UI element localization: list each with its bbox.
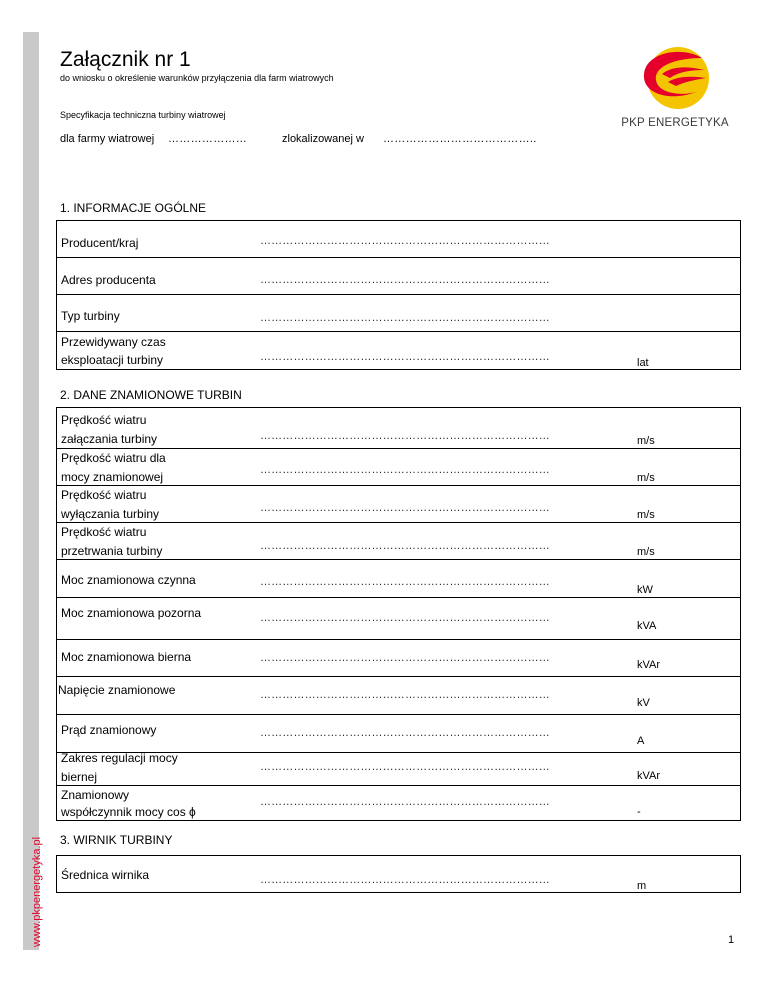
table-row <box>56 677 740 715</box>
logo-mark-icon <box>632 44 722 112</box>
table-row <box>56 221 740 258</box>
table-row <box>56 258 740 295</box>
row-label: Zakres regulacji mocy <box>61 751 178 765</box>
row-label: Prędkość wiatru dla <box>61 451 166 465</box>
row-input[interactable]: …………………………………………………………………… <box>260 430 550 442</box>
section-3-table <box>56 855 741 893</box>
location-field[interactable]: ………………………………….. <box>383 133 537 145</box>
row-input[interactable]: …………………………………………………………………… <box>260 612 550 624</box>
row-input[interactable]: …………………………………………………………………… <box>260 576 550 588</box>
row-unit: kV <box>637 697 650 709</box>
row-unit: m/s <box>637 472 655 484</box>
row-label: współczynnik mocy cos ϕ <box>61 805 196 819</box>
row-label: Przewidywany czas <box>61 335 166 349</box>
row-input[interactable]: …………………………………………………………………… <box>260 689 550 701</box>
row-unit: lat <box>637 357 649 369</box>
row-input[interactable]: …………………………………………………………………… <box>260 874 550 886</box>
row-label: Typ turbiny <box>61 309 120 323</box>
row-label: Prędkość wiatru <box>61 525 147 539</box>
sidebar-strip <box>23 32 39 950</box>
row-input[interactable]: …………………………………………………………………… <box>260 351 550 363</box>
pkp-energetyka-logo <box>620 44 730 134</box>
sidebar-url: www.pkpenergetyka.pl <box>31 836 43 947</box>
table-row <box>56 408 740 449</box>
row-label: załączania turbiny <box>61 432 158 446</box>
location-label: zlokalizowanej w <box>282 133 364 145</box>
row-input[interactable]: …………………………………………………………………… <box>260 312 550 324</box>
row-label: Prędkość wiatru <box>61 488 147 502</box>
row-label: Moc znamionowa bierna <box>61 650 192 664</box>
section-2-title: 2. DANE ZNAMIONOWE TURBIN <box>60 388 242 402</box>
table-row <box>56 598 740 640</box>
section-1-table <box>56 220 741 370</box>
row-label: eksploatacji turbiny <box>61 353 164 367</box>
table-row <box>56 856 740 893</box>
row-label: mocy znamionowej <box>61 470 164 484</box>
row-label: biernej <box>61 770 98 784</box>
table-row <box>56 715 740 753</box>
row-input[interactable]: …………………………………………………………………… <box>260 652 550 664</box>
table-row <box>56 640 740 677</box>
section-2-table <box>56 407 741 821</box>
row-label: Producent/kraj <box>61 236 139 250</box>
table-row <box>56 753 740 786</box>
table-row <box>56 486 740 523</box>
spec-heading: Specyfikacja techniczna turbiny wiatrowej <box>60 110 226 120</box>
row-unit: kVAr <box>637 659 661 671</box>
row-unit: m/s <box>637 546 655 558</box>
row-label: wyłączania turbiny <box>61 507 160 521</box>
table-row <box>56 449 740 486</box>
row-label: Moc znamionowa pozorna <box>61 606 202 620</box>
row-input[interactable]: …………………………………………………………………… <box>260 761 550 773</box>
row-input[interactable]: …………………………………………………………………… <box>260 540 550 552</box>
row-unit: kVAr <box>637 770 661 782</box>
row-unit: m/s <box>637 435 655 447</box>
row-label: Prędkość wiatru <box>61 413 147 427</box>
row-label: przetrwania turbiny <box>61 544 163 558</box>
row-label: Średnica wirnika <box>61 868 150 882</box>
row-input[interactable]: …………………………………………………………………… <box>260 235 550 247</box>
row-input[interactable]: …………………………………………………………………… <box>260 502 550 514</box>
row-unit: kVA <box>637 620 657 632</box>
row-input[interactable]: …………………………………………………………………… <box>260 796 550 808</box>
page-subtitle: do wniosku o określenie warunków przyłączenia dla farm wiatrowych <box>60 73 334 83</box>
row-label: Moc znamionowa czynna <box>61 573 196 587</box>
page-title: Załącznik nr 1 <box>60 48 191 71</box>
row-unit: m <box>637 880 647 892</box>
row-unit: kW <box>637 584 653 596</box>
row-unit: m/s <box>637 509 655 521</box>
farm-field[interactable]: ………………… <box>168 133 248 145</box>
row-label: Prąd znamionowy <box>61 723 157 737</box>
table-row <box>56 560 740 598</box>
row-input[interactable]: …………………………………………………………………… <box>260 727 550 739</box>
table-row <box>56 523 740 560</box>
row-label: Znamionowy <box>61 788 130 802</box>
table-row <box>56 295 740 332</box>
table-row <box>56 786 740 821</box>
row-input[interactable]: …………………………………………………………………… <box>260 274 550 286</box>
row-unit: A <box>637 735 645 747</box>
logo-text: PKP ENERGETYKA <box>621 117 729 129</box>
section-1-title: 1. INFORMACJE OGÓLNE <box>60 201 207 215</box>
row-input[interactable]: …………………………………………………………………… <box>260 464 550 476</box>
farm-label: dla farmy wiatrowej <box>60 133 155 145</box>
row-label: Napięcie znamionowe <box>58 683 176 697</box>
page-number: 1 <box>728 934 735 946</box>
section-3-title: 3. WIRNIK TURBINY <box>60 833 173 847</box>
row-unit: - <box>637 806 641 818</box>
row-label: Adres producenta <box>61 273 156 287</box>
table-row <box>56 332 740 370</box>
